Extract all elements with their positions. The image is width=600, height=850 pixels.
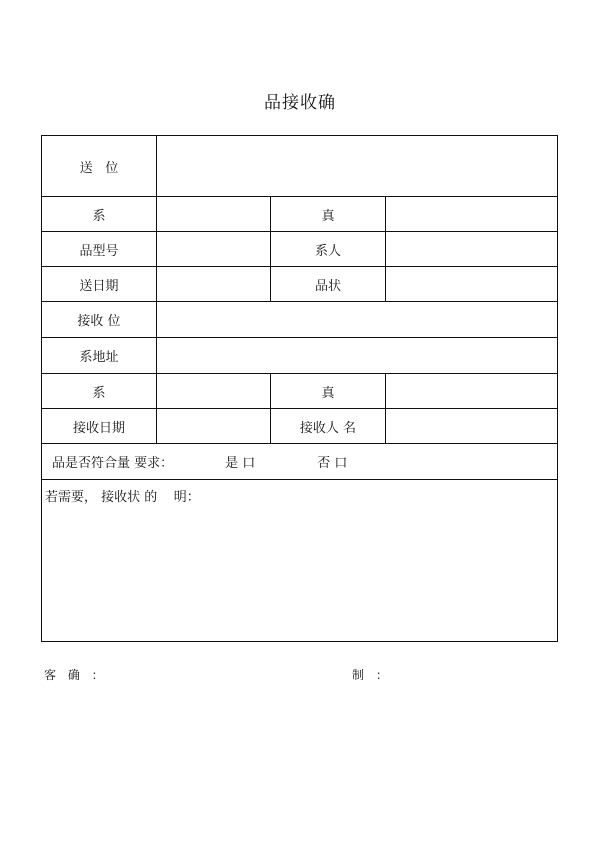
quality-question: 品是否符合量 要求：	[52, 456, 174, 471]
sender-unit-label: 送 位	[42, 136, 157, 197]
receive-date-label: 接收日期	[42, 409, 157, 444]
row-send-date	[42, 267, 558, 302]
fax-label-2: 真	[271, 374, 386, 409]
row-sender-unit	[42, 136, 558, 197]
sender-unit-field[interactable]	[157, 136, 558, 197]
row-contact-address	[42, 338, 558, 374]
row-contact-phone-2	[42, 374, 558, 409]
yes-checkbox[interactable]: 是 口	[225, 456, 256, 471]
model-field[interactable]	[157, 232, 271, 267]
receiver-name-label: 接收人 名	[271, 409, 386, 444]
prepared-by-label: 制 ：	[352, 668, 392, 682]
row-receiver-unit	[42, 302, 558, 338]
send-date-field[interactable]	[157, 267, 271, 302]
customer-confirm-label: 客 确 ：	[44, 668, 108, 682]
address-field[interactable]	[157, 338, 558, 374]
phone-label: 系	[42, 197, 157, 232]
row-quality-confirm	[42, 444, 558, 480]
phone-field[interactable]	[157, 197, 271, 232]
row-receive-date	[42, 409, 558, 444]
contact-person-label: 系人	[271, 232, 386, 267]
receive-date-field[interactable]	[157, 409, 271, 444]
notes-label: 若需要， 接收状 的 明：	[45, 490, 200, 505]
product-status-label: 品状	[271, 267, 386, 302]
row-contact-phone-1	[42, 197, 558, 232]
page-title: 品接收确	[264, 93, 336, 113]
fax-label: 真	[271, 197, 386, 232]
fax-field-2[interactable]	[386, 374, 558, 409]
contact-person-field[interactable]	[386, 232, 558, 267]
send-date-label: 送日期	[42, 267, 157, 302]
row-model-no	[42, 232, 558, 267]
notes-field[interactable]	[42, 480, 558, 642]
phone-label-2: 系	[42, 374, 157, 409]
no-checkbox[interactable]: 否 口	[317, 456, 348, 471]
receiver-unit-label: 接收 位	[42, 302, 157, 338]
product-status-field[interactable]	[386, 267, 558, 302]
row-notes	[42, 480, 558, 642]
receiver-name-field[interactable]	[386, 409, 558, 444]
phone-field-2[interactable]	[157, 374, 271, 409]
receiver-unit-field[interactable]	[157, 302, 558, 338]
receipt-form	[41, 135, 558, 642]
fax-field[interactable]	[386, 197, 558, 232]
model-label: 品型号	[42, 232, 157, 267]
quality-confirm-cell	[42, 444, 558, 480]
address-label: 系地址	[42, 338, 157, 374]
